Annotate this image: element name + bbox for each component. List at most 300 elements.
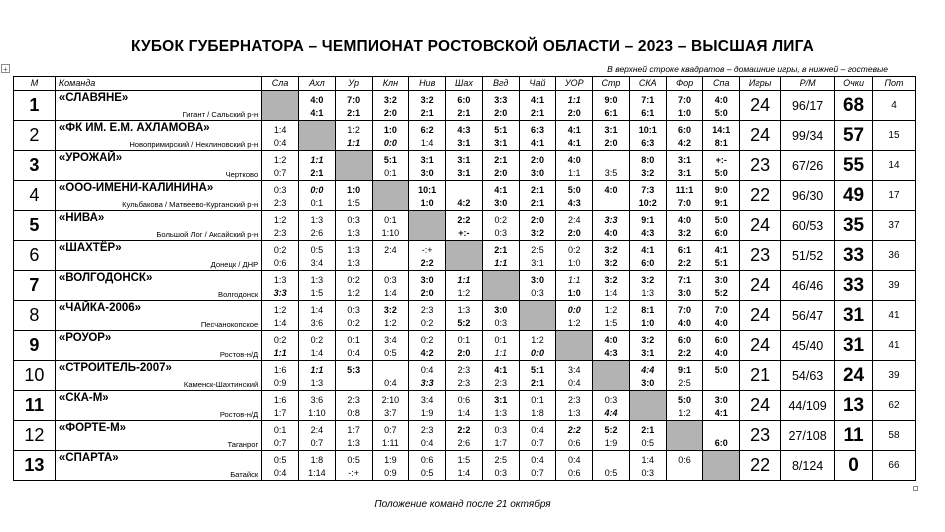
score-cell <box>556 271 593 301</box>
score-cell <box>409 301 446 331</box>
away-score: 3:0 <box>641 378 655 388</box>
self-match-cell <box>409 211 446 241</box>
score-cell <box>556 211 593 241</box>
score-cell <box>666 271 703 301</box>
home-score: 1:3 <box>457 305 471 315</box>
score-cell <box>593 271 630 301</box>
away-score: +:- <box>458 228 470 238</box>
place-cell: 3 <box>14 151 56 181</box>
score-cell <box>372 121 409 151</box>
score-cell <box>335 451 372 481</box>
home-score: 1:1 <box>457 275 471 285</box>
score-cell <box>519 361 556 391</box>
home-score: 2:10 <box>381 395 400 405</box>
home-score <box>373 365 409 375</box>
score-cell <box>298 361 335 391</box>
score-cell <box>629 271 666 301</box>
away-score: 2:0 <box>567 108 581 118</box>
home-score: 3:3 <box>494 95 508 105</box>
home-score: 0:2 <box>273 245 287 255</box>
score-cell <box>335 301 372 331</box>
away-score: 1:2 <box>678 408 691 418</box>
header-opponent: Стр <box>593 77 630 91</box>
home-score: 3:1 <box>420 155 434 165</box>
away-score: 0:9 <box>273 378 287 388</box>
home-score: 4:0 <box>567 155 581 165</box>
team-cell <box>55 241 261 271</box>
score-cell <box>298 91 335 121</box>
home-score: 14:1 <box>712 125 731 135</box>
home-score: 0:3 <box>384 275 397 285</box>
home-score: 10:1 <box>638 125 657 135</box>
place-cell: 13 <box>14 451 56 481</box>
home-score: 3:4 <box>567 365 581 375</box>
score-cell <box>703 331 740 361</box>
away-score: 1:3 <box>310 378 324 388</box>
home-score: 1:3 <box>310 215 324 225</box>
home-score: 2:3 <box>567 395 581 405</box>
home-score: 5:2 <box>604 425 618 435</box>
score-cell <box>556 91 593 121</box>
header-opponent: Ахл <box>298 77 335 91</box>
header-opponent: Спа <box>703 77 740 91</box>
home-score: 3:2 <box>420 95 434 105</box>
away-score: 2:1 <box>420 108 434 118</box>
away-score: 6:3 <box>641 138 655 148</box>
away-score: 8:1 <box>714 138 728 148</box>
away-score: 1:5 <box>347 198 360 208</box>
team-city: Батайск <box>230 470 259 479</box>
header-place: М <box>14 77 56 91</box>
score-cell <box>298 421 335 451</box>
team-city: Донецк / ДНР <box>210 260 259 269</box>
away-score: 4:4 <box>604 408 618 418</box>
standings-table <box>13 76 916 481</box>
score-cell <box>556 241 593 271</box>
away-score: 6:1 <box>641 108 655 118</box>
home-score: 2:3 <box>420 305 434 315</box>
away-score: 2:5 <box>678 378 691 388</box>
score-cell <box>519 181 556 211</box>
table-row <box>14 451 916 481</box>
score-cell <box>593 451 630 481</box>
away-score: 1:1 <box>273 348 287 358</box>
team-name: «СКА-М» <box>58 392 109 404</box>
away-score: 1:10 <box>308 408 326 418</box>
away-score: 7:0 <box>678 198 692 208</box>
self-match-cell <box>519 301 556 331</box>
away-score: 3:5 <box>604 168 618 178</box>
home-score: 0:3 <box>347 215 360 225</box>
score-cell <box>409 271 446 301</box>
self-match-cell <box>298 121 335 151</box>
table-resize-handle-icon[interactable] <box>913 486 918 491</box>
score-cell <box>409 451 446 481</box>
home-score: 1:4 <box>310 305 324 315</box>
away-score: 1:0 <box>641 318 655 328</box>
score-cell <box>409 121 446 151</box>
away-score: 1:3 <box>347 438 360 448</box>
home-score: 6:0 <box>714 335 728 345</box>
losses-cell: 17 <box>872 181 915 211</box>
home-score: 3:0 <box>714 275 728 285</box>
home-score: 3:2 <box>604 245 618 255</box>
away-score: 3:1 <box>457 138 471 148</box>
score-cell <box>446 301 483 331</box>
away-score: 2:1 <box>530 378 544 388</box>
score-cell <box>482 121 519 151</box>
score-cell <box>409 91 446 121</box>
score-cell <box>446 361 483 391</box>
score-cell <box>409 181 446 211</box>
score-cell <box>556 361 593 391</box>
goals-cell: 99/34 <box>781 121 835 151</box>
header-losses: Пот <box>872 77 915 91</box>
team-city: Таганрог <box>227 440 259 449</box>
score-cell <box>482 241 519 271</box>
score-cell <box>519 121 556 151</box>
self-match-cell <box>666 421 703 451</box>
home-score: 3:2 <box>641 275 655 285</box>
away-score <box>667 468 703 478</box>
away-score: 2:1 <box>347 108 361 118</box>
goals-cell: 54/63 <box>781 361 835 391</box>
self-match-cell <box>335 151 372 181</box>
home-score: 6:0 <box>678 335 692 345</box>
home-score: 7:3 <box>641 185 655 195</box>
score-cell <box>262 121 299 151</box>
home-score: 0:1 <box>384 215 397 225</box>
home-score: 7:0 <box>347 95 361 105</box>
home-score: 0:1 <box>457 335 471 345</box>
score-cell <box>262 391 299 421</box>
score-cell <box>446 181 483 211</box>
team-name: «ФОРТЕ-М» <box>58 422 127 434</box>
away-score: 0:2 <box>420 318 434 328</box>
score-cell <box>372 451 409 481</box>
away-score: 0:3 <box>641 468 655 478</box>
score-cell <box>335 91 372 121</box>
home-score: 2:1 <box>494 155 508 165</box>
away-score: 2:6 <box>457 438 471 448</box>
score-cell <box>629 331 666 361</box>
header-opponent: УОР <box>556 77 593 91</box>
score-cell <box>262 361 299 391</box>
self-match-cell <box>556 331 593 361</box>
away-score: 0:5 <box>604 468 618 478</box>
score-cell <box>666 151 703 181</box>
score-cell <box>372 241 409 271</box>
score-cell <box>335 181 372 211</box>
score-cell <box>666 121 703 151</box>
home-score: 1:6 <box>273 365 287 375</box>
home-score: 0:6 <box>678 455 691 465</box>
score-cell <box>629 421 666 451</box>
score-cell <box>593 301 630 331</box>
score-cell <box>409 331 446 361</box>
score-cell <box>556 451 593 481</box>
self-match-cell <box>446 241 483 271</box>
away-score: 0:1 <box>310 198 324 208</box>
away-score: 1:0 <box>567 288 581 298</box>
away-score: 2:3 <box>273 228 287 238</box>
score-cell <box>262 421 299 451</box>
home-score: 0:4 <box>420 365 434 375</box>
points-cell: 24 <box>835 361 873 391</box>
score-cell <box>482 211 519 241</box>
place-cell: 8 <box>14 301 56 331</box>
away-score: 1:1 <box>567 168 581 178</box>
home-score: 0:3 <box>494 425 507 435</box>
score-cell <box>629 211 666 241</box>
team-cell <box>55 121 261 151</box>
table-row <box>14 211 916 241</box>
away-score: 1:3 <box>347 258 360 268</box>
away-score: 1:3 <box>641 288 655 298</box>
team-name: «ООО-ИМЕНИ-КАЛИНИНА» <box>58 182 214 194</box>
home-score: 6:2 <box>420 125 434 135</box>
score-cell <box>666 331 703 361</box>
away-score: 6:1 <box>604 108 618 118</box>
home-score <box>593 155 629 165</box>
header-opponent: Ур <box>335 77 372 91</box>
home-score: 1:0 <box>383 125 397 135</box>
score-cell <box>556 121 593 151</box>
place-cell: 11 <box>14 391 56 421</box>
away-score: 1:4 <box>310 348 324 358</box>
home-score: 3:3 <box>604 215 618 225</box>
away-score: 0:1 <box>384 168 397 178</box>
away-score: 1:0 <box>678 108 692 118</box>
home-score: 2:4 <box>310 425 324 435</box>
home-score: 0:2 <box>494 215 507 225</box>
header-opponent: Вгд <box>482 77 519 91</box>
score-cell <box>703 151 740 181</box>
games-cell: 21 <box>740 361 781 391</box>
away-score: 4:2 <box>420 348 434 358</box>
away-score: 4:1 <box>530 138 544 148</box>
table-row <box>14 151 916 181</box>
score-cell <box>666 301 703 331</box>
home-score: 6:3 <box>530 125 544 135</box>
away-score: 3:1 <box>531 258 544 268</box>
points-cell: 57 <box>835 121 873 151</box>
home-score: 0:6 <box>420 455 434 465</box>
home-score: 1:4 <box>273 125 287 135</box>
home-score: 3:0 <box>420 275 434 285</box>
losses-cell: 4 <box>872 91 915 121</box>
home-score: 1:2 <box>273 155 287 165</box>
score-cell <box>482 451 519 481</box>
header-points: Очки <box>835 77 873 91</box>
away-score: 0:5 <box>420 468 434 478</box>
score-cell <box>593 331 630 361</box>
score-cell <box>629 181 666 211</box>
team-name: «СТРОИТЕЛЬ-2007» <box>58 362 172 374</box>
away-score: 4:0 <box>678 318 692 328</box>
home-score: 5:0 <box>567 185 581 195</box>
games-cell: 22 <box>740 451 781 481</box>
place-cell: 1 <box>14 91 56 121</box>
legend-note: В верхней строке квадратов – домашние игры, в нижней – гостевые <box>607 64 888 74</box>
score-cell <box>262 451 299 481</box>
score-cell <box>482 391 519 421</box>
score-cell <box>409 421 446 451</box>
self-match-cell <box>703 451 740 481</box>
away-score: 1:1 <box>494 258 508 268</box>
score-cell <box>446 421 483 451</box>
home-score: 0:1 <box>494 335 507 345</box>
score-cell <box>703 361 740 391</box>
away-score: 0:4 <box>273 138 287 148</box>
away-score: 3:0 <box>494 198 508 208</box>
home-score: 4:3 <box>457 125 471 135</box>
score-cell <box>666 241 703 271</box>
home-score <box>446 185 482 195</box>
games-cell: 24 <box>740 331 781 361</box>
table-body <box>14 91 916 481</box>
away-score: 1:11 <box>381 438 399 448</box>
score-cell <box>372 151 409 181</box>
away-score: 2:1 <box>310 168 324 178</box>
away-score: 0:2 <box>347 318 360 328</box>
home-score: 1:6 <box>273 395 287 405</box>
away-score: 5:1 <box>714 258 728 268</box>
away-score: 1:14 <box>308 468 326 478</box>
home-score: 0:1 <box>531 395 544 405</box>
header-opponent: Чай <box>519 77 556 91</box>
score-cell <box>629 151 666 181</box>
games-cell: 24 <box>740 121 781 151</box>
header-opponent: Шах <box>446 77 483 91</box>
away-score: 1:10 <box>381 228 400 238</box>
home-score: 4:1 <box>494 365 508 375</box>
away-score: 1:5 <box>310 288 324 298</box>
score-cell <box>298 181 335 211</box>
home-score: 0:1 <box>273 425 287 435</box>
home-score: 2:3 <box>347 395 360 405</box>
away-score: 1:2 <box>457 288 471 298</box>
home-score: 7:1 <box>678 275 692 285</box>
score-cell <box>335 391 372 421</box>
points-cell: 35 <box>835 211 873 241</box>
score-cell <box>372 91 409 121</box>
table-move-handle-icon[interactable]: + <box>1 64 10 73</box>
score-cell <box>593 91 630 121</box>
home-score: 1:8 <box>310 455 324 465</box>
home-score: 3:0 <box>714 395 728 405</box>
losses-cell: 15 <box>872 121 915 151</box>
home-score: 3:1 <box>457 155 471 165</box>
home-score: 1:2 <box>273 215 287 225</box>
table-row <box>14 241 916 271</box>
away-score: 2:2 <box>678 348 692 358</box>
home-score: 2:3 <box>457 365 471 375</box>
away-score: 3:6 <box>310 318 324 328</box>
team-cell <box>55 331 261 361</box>
points-cell: 0 <box>835 451 873 481</box>
score-cell <box>556 301 593 331</box>
away-score <box>593 198 629 208</box>
score-cell <box>335 241 372 271</box>
away-score: 1:4 <box>420 138 434 148</box>
away-score: 0:5 <box>384 348 397 358</box>
score-cell <box>372 211 409 241</box>
away-score: 1:1 <box>347 138 361 148</box>
away-score: 3:1 <box>494 138 508 148</box>
score-cell <box>482 151 519 181</box>
score-cell <box>262 181 299 211</box>
away-score: 0:6 <box>567 438 581 448</box>
score-cell <box>409 361 446 391</box>
away-score: 0:4 <box>567 378 581 388</box>
games-cell: 24 <box>740 91 781 121</box>
away-score: 3:2 <box>641 168 655 178</box>
table-row <box>14 331 916 361</box>
away-score: 0:8 <box>347 408 360 418</box>
home-score: 1:2 <box>347 125 360 135</box>
team-name: «СПАРТА» <box>58 452 119 464</box>
team-cell <box>55 271 261 301</box>
home-score: 1:0 <box>347 185 361 195</box>
home-score: 0:3 <box>273 185 287 195</box>
goals-cell: 60/53 <box>781 211 835 241</box>
home-score: 1:9 <box>384 455 397 465</box>
home-score: 8:1 <box>641 305 655 315</box>
games-cell: 23 <box>740 241 781 271</box>
team-city: Ростов-н/Д <box>219 350 259 359</box>
score-cell <box>556 151 593 181</box>
goals-cell: 8/124 <box>781 451 835 481</box>
score-cell <box>666 361 703 391</box>
score-cell <box>262 241 299 271</box>
home-score: 1:3 <box>310 275 324 285</box>
away-score: 3:0 <box>530 168 544 178</box>
home-score: 4:0 <box>714 95 728 105</box>
score-cell <box>298 451 335 481</box>
home-score: 0:3 <box>347 305 360 315</box>
score-cell <box>629 451 666 481</box>
away-score: 2:0 <box>494 168 508 178</box>
home-score: 3:4 <box>420 395 434 405</box>
table-row <box>14 91 916 121</box>
team-cell <box>55 361 261 391</box>
games-cell: 22 <box>740 181 781 211</box>
away-score: 1:5 <box>604 318 618 328</box>
away-score: 4:3 <box>641 228 655 238</box>
score-cell <box>335 361 372 391</box>
away-score: 6:0 <box>714 228 728 238</box>
away-score <box>703 378 739 388</box>
points-cell: 11 <box>835 421 873 451</box>
away-score: 10:2 <box>638 198 657 208</box>
goals-cell: 67/26 <box>781 151 835 181</box>
score-cell <box>446 151 483 181</box>
away-score: 3:7 <box>384 408 397 418</box>
team-name: «ФК ИМ. Е.М. АХЛАМОВА» <box>58 122 210 134</box>
home-score: 1:5 <box>457 455 471 465</box>
score-cell <box>593 391 630 421</box>
away-score: 6:0 <box>714 438 728 448</box>
team-cell <box>55 211 261 241</box>
goals-cell: 51/52 <box>781 241 835 271</box>
away-score: 1:7 <box>273 408 287 418</box>
place-cell: 12 <box>14 421 56 451</box>
away-score <box>336 378 372 388</box>
place-cell: 2 <box>14 121 56 151</box>
score-cell <box>666 211 703 241</box>
goals-cell: 96/17 <box>781 91 835 121</box>
